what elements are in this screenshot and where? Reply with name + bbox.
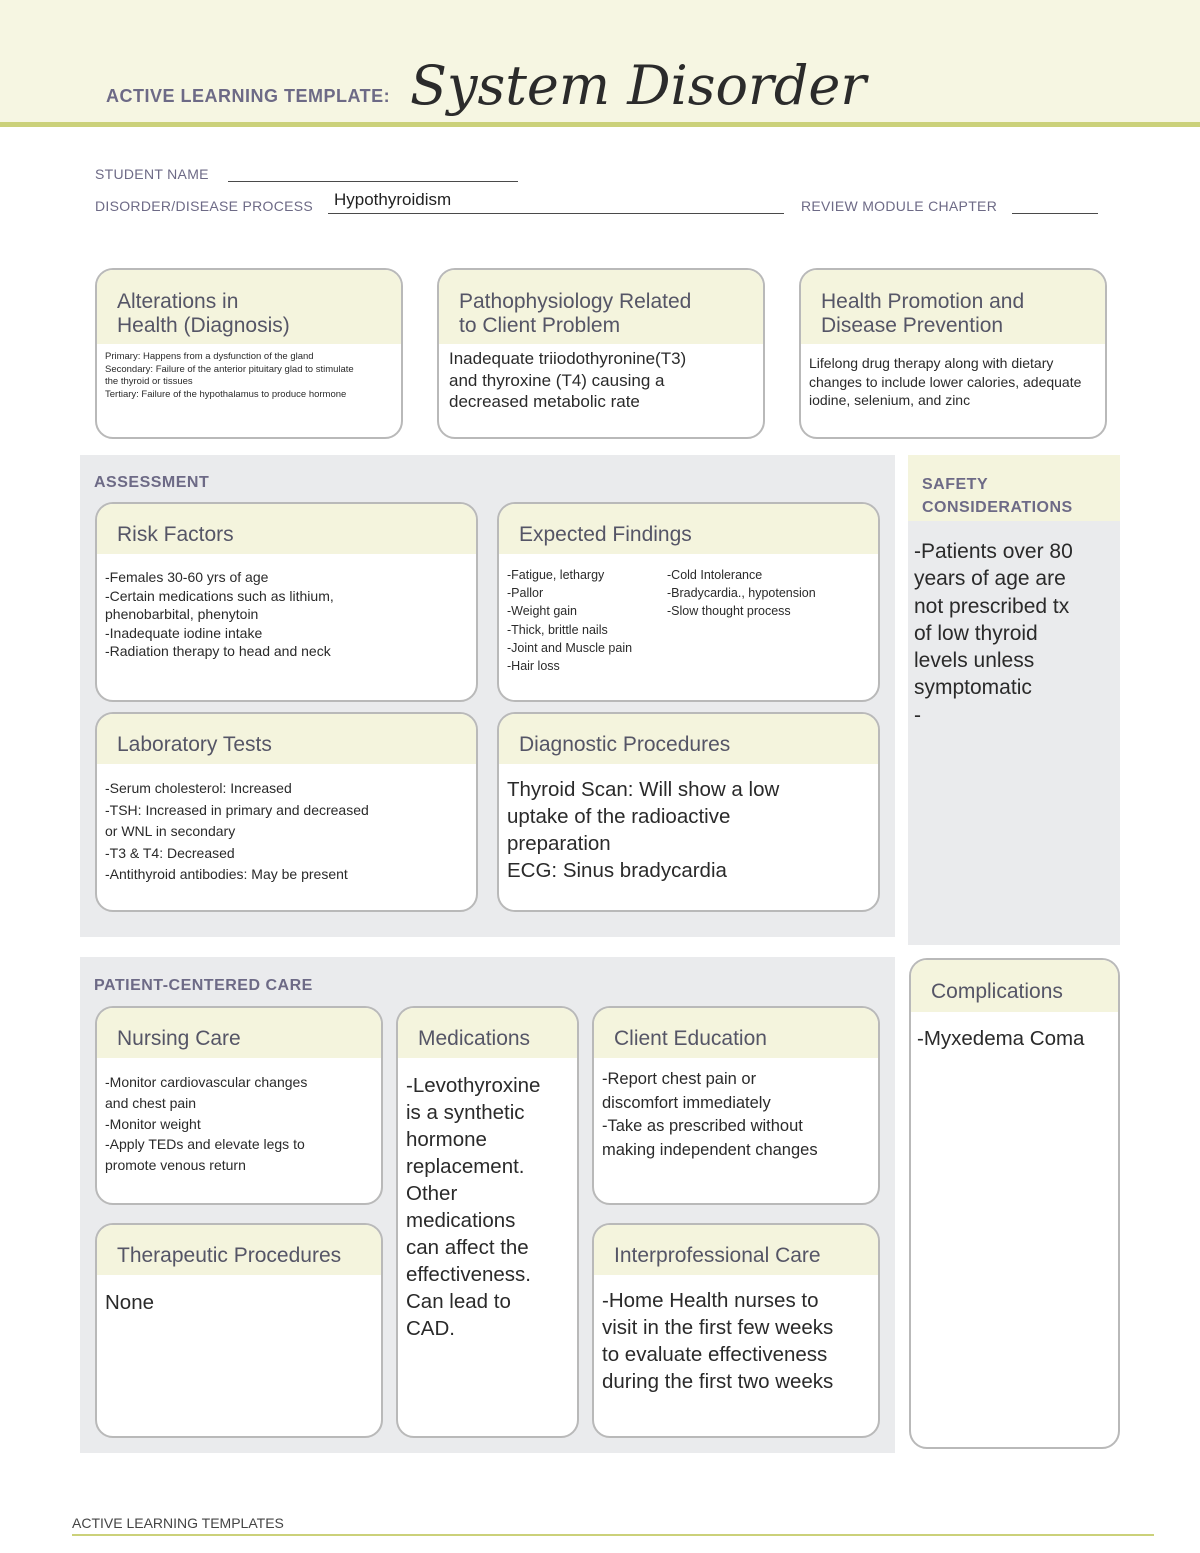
risk-factor-line: -Certain medications such as lithium,: [105, 587, 334, 604]
medications-line: replacement.: [406, 1155, 525, 1178]
diagnostic-line: ECG: Sinus bradycardia: [507, 859, 727, 882]
medications-line: medications: [406, 1209, 516, 1232]
client-education-line: discomfort immediately: [602, 1093, 771, 1112]
laboratory-tests-title: Laboratory Tests: [97, 714, 476, 764]
medications-card: [396, 1006, 579, 1438]
client-education-body: [594, 1058, 878, 1170]
client-education-line: -Take as prescribed without: [602, 1117, 803, 1135]
interprofessional-care-card: [592, 1223, 880, 1438]
medications-line: effectiveness.: [406, 1263, 531, 1286]
disease-process-label: DISORDER/DISEASE PROCESS: [95, 198, 314, 214]
expected-findings-col2: [667, 566, 867, 621]
footer-label: ACTIVE LEARNING TEMPLATES: [72, 1515, 284, 1531]
alterations-line: Secondary: Failure of the anterior pituitary glad to stimulate: [105, 363, 354, 375]
laboratory-tests-body: [97, 764, 476, 894]
expected-findings-title: Expected Findings: [499, 504, 878, 554]
medications-line: Can lead to: [406, 1290, 511, 1313]
pathophysiology-text: Inadequate triiodothyronine(T3) and thyroxine (T4) causing a decreased metabolic rate: [449, 349, 687, 411]
therapeutic-procedures-card: [95, 1223, 383, 1438]
medications-body: [398, 1058, 577, 1350]
expected-findings-card: [497, 502, 880, 702]
alterations-card-header: [97, 270, 401, 344]
complications-text: -Myxedema Coma: [917, 1027, 1085, 1050]
lab-test-line: or WNL in secondary: [105, 823, 236, 839]
safety-line: symptomatic: [914, 676, 1032, 700]
interprofessional-line: -Home Health nurses to: [602, 1289, 819, 1312]
nursing-care-line: -Apply TEDs and elevate legs to: [105, 1136, 305, 1153]
footer-rule: [72, 1534, 1154, 1536]
risk-factor-line: -Females 30-60 yrs of age: [105, 569, 269, 585]
medications-line: hormone: [406, 1128, 487, 1151]
medications-title: Medications: [398, 1008, 577, 1058]
finding-item: -Pallor: [507, 586, 544, 601]
page-title: System Disorder: [410, 54, 867, 117]
complications-card: [909, 958, 1120, 1449]
lab-test-line: -TSH: Increased in primary and decreased: [105, 801, 369, 818]
lab-test-line: -T3 & T4: Decreased: [105, 844, 235, 861]
interprofessional-line: visit in the first few weeks: [602, 1316, 834, 1339]
safety-text: [914, 538, 1114, 729]
risk-factors-title: Risk Factors: [97, 504, 476, 554]
alterations-card: [95, 268, 403, 439]
template-label: ACTIVE LEARNING TEMPLATE:: [106, 86, 391, 106]
diagnostic-procedures-card: [497, 712, 880, 912]
disease-process-field[interactable]: [328, 213, 784, 214]
therapeutic-procedures-title: Therapeutic Procedures: [97, 1225, 381, 1275]
expected-findings-body: [499, 554, 878, 674]
risk-factors-card: [95, 502, 478, 702]
diagnostic-line: uptake of the radioactive: [507, 805, 731, 828]
student-name-field[interactable]: [228, 181, 518, 182]
risk-factors-body: [97, 554, 476, 669]
pathophysiology-title-line2: to Client Problem: [459, 314, 621, 337]
diagnostic-procedures-body: [499, 764, 878, 892]
diagnostic-procedures-title: Diagnostic Procedures: [499, 714, 878, 764]
medications-line: can affect the: [406, 1236, 529, 1259]
client-education-card: [592, 1006, 880, 1205]
diagnostic-line: preparation: [507, 832, 611, 855]
safety-line: -: [914, 703, 921, 727]
student-name-label: STUDENT NAME: [95, 166, 209, 182]
medications-line: Other: [406, 1182, 458, 1205]
health-promotion-card: [799, 268, 1107, 439]
client-education-line: making independent changes: [602, 1140, 818, 1159]
alterations-line: Primary: Happens from a dysfunction of the gland: [105, 351, 314, 362]
health-promotion-title-line2: Disease Prevention: [821, 314, 1004, 337]
therapeutic-procedures-text: None: [105, 1291, 155, 1314]
safety-label: [922, 473, 1073, 519]
medications-line: CAD.: [406, 1317, 455, 1340]
risk-factor-line: phenobarbital, phenytoin: [105, 606, 259, 622]
alterations-line: the thyroid or tissues: [105, 376, 193, 387]
expected-findings-col1: [507, 566, 667, 675]
nursing-care-line: -Monitor cardiovascular changes: [105, 1074, 308, 1090]
laboratory-tests-card: [95, 712, 478, 912]
risk-factor-line: -Radiation therapy to head and neck: [105, 643, 331, 659]
finding-item: -Bradycardia., hypotension: [667, 586, 816, 601]
interprofessional-line: to evaluate effectiveness: [602, 1343, 828, 1366]
interprofessional-line: during the first two weeks: [602, 1370, 834, 1393]
finding-item: -Fatigue, lethargy: [507, 568, 605, 582]
medications-line: -Levothyroxine: [406, 1074, 541, 1097]
nursing-care-line: -Monitor weight: [105, 1115, 201, 1132]
finding-item: -Hair loss: [507, 659, 560, 674]
review-module-chapter-field[interactable]: [1012, 213, 1098, 214]
disease-process-value: Hypothyroidism: [334, 190, 452, 209]
finding-item: -Joint and Muscle pain: [507, 640, 633, 655]
alterations-title-line2: Health (Diagnosis): [117, 314, 290, 337]
alterations-card-body: [97, 344, 401, 409]
finding-item: -Slow thought process: [667, 604, 791, 619]
interprofessional-care-title: Interprofessional Care: [594, 1225, 878, 1275]
safety-line: not prescribed tx: [914, 594, 1070, 618]
pathophysiology-card-header: [439, 270, 763, 344]
safety-line: levels unless: [914, 649, 1035, 673]
health-promotion-card-header: [801, 270, 1105, 344]
lab-test-line: -Serum cholesterol: Increased: [105, 780, 292, 796]
safety-line: of low thyroid: [914, 621, 1038, 645]
safety-label-line2: CONSIDERATIONS: [922, 499, 1073, 516]
patient-centered-care-label: PATIENT-CENTERED CARE: [94, 977, 313, 994]
client-education-title: Client Education: [594, 1008, 878, 1058]
health-promotion-title-line1: Health Promotion and: [821, 290, 1025, 313]
header-rule: [0, 122, 1200, 127]
finding-item: -Weight gain: [507, 604, 577, 619]
pathophysiology-title-line1: Pathophysiology Related: [459, 290, 692, 313]
medications-line: is a synthetic: [406, 1101, 525, 1124]
interprofessional-care-body: [594, 1275, 878, 1403]
finding-item: -Thick, brittle nails: [507, 622, 608, 637]
safety-label-line1: SAFETY: [922, 476, 989, 493]
lab-test-line: -Antithyroid antibodies: May be present: [105, 866, 348, 882]
health-promotion-text: Lifelong drug therapy along with dietary changes to include lower calories, adequate iodine, selenium, and zinc: [809, 355, 1082, 408]
review-module-chapter-label: REVIEW MODULE CHAPTER: [801, 198, 998, 214]
complications-title: Complications: [911, 960, 1118, 1012]
nursing-care-title: Nursing Care: [97, 1008, 381, 1058]
alterations-line: Tertiary: Failure of the hypothalamus to produce hormone: [105, 388, 347, 400]
finding-item: -Cold Intolerance: [667, 568, 763, 582]
nursing-care-body: [97, 1058, 381, 1184]
diagnostic-line: Thyroid Scan: Will show a low: [507, 778, 780, 801]
risk-factor-line: -Inadequate iodine intake: [105, 624, 263, 641]
safety-line: -Patients over 80: [914, 540, 1073, 563]
client-education-line: -Report chest pain or: [602, 1070, 757, 1088]
nursing-care-line: and chest pain: [105, 1094, 197, 1111]
nursing-care-card: [95, 1006, 383, 1205]
safety-line: years of age are: [914, 567, 1066, 591]
alterations-title-line1: Alterations in: [117, 290, 239, 313]
assessment-label: ASSESSMENT: [94, 474, 210, 491]
pathophysiology-card: [437, 268, 765, 439]
nursing-care-line: promote venous return: [105, 1157, 246, 1174]
